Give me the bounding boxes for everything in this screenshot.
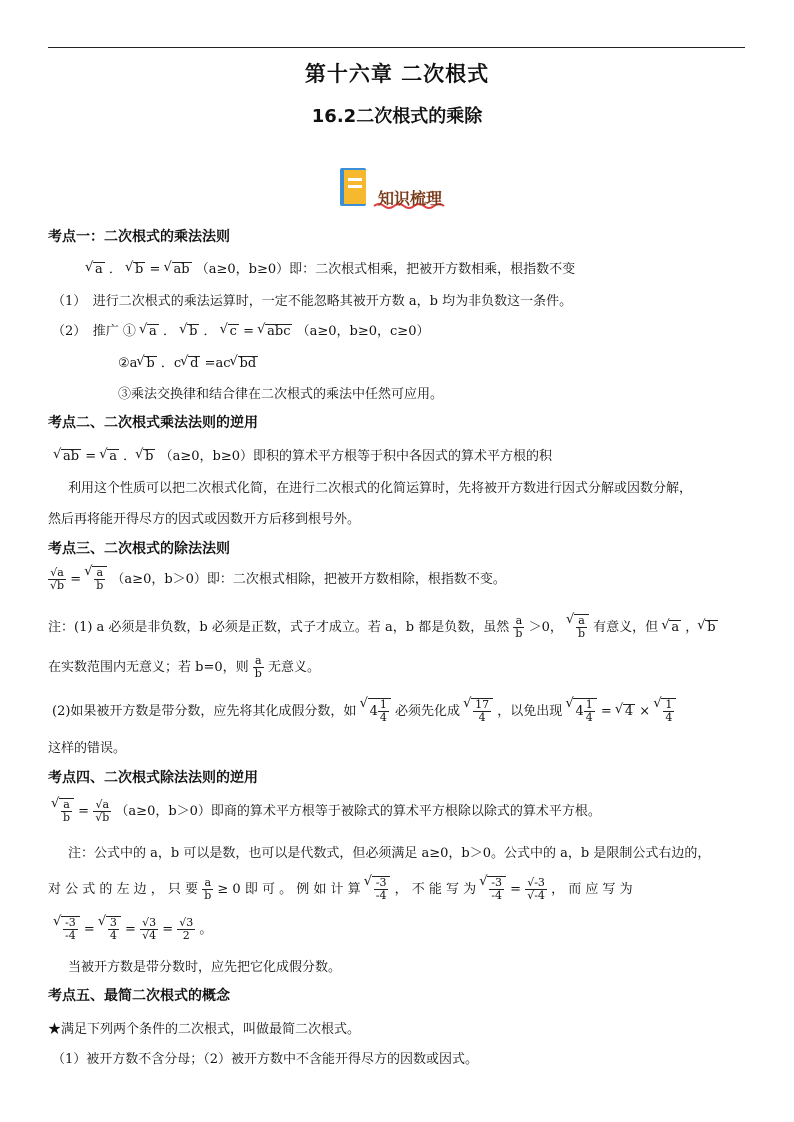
k4-p2b: ≥ 0 即 可 。 例 如 计 算 xyxy=(217,882,361,897)
rad-frac-ab2: √ $\frac{a}{b}$ xyxy=(574,614,589,640)
k3-note1: 注：(1) a 必须是非负数，b 必须是正数，式子才成立。若 a，b 都是负数，虽然 $\frac{a}{b}$ ＞0， √ $\frac{a}{b}$ 有意义，但 √ a ，√ b xyxy=(48,614,718,640)
k1-note2b: ②a√ b ．c√ d =ac√ bd xyxy=(118,352,258,371)
k1-note1: （1） 进行二次根式的乘法运算时，一定不能忽略其被开方数 a，b 均为非负数这一条件。 xyxy=(52,294,573,309)
rad-abc: √ abc xyxy=(265,324,292,339)
frac-s3-2: $\frac{√3}{2}$ xyxy=(179,916,194,942)
rad-a: √ a xyxy=(93,262,105,277)
rad-a2: √ a xyxy=(147,324,159,339)
rad-b5: √ b xyxy=(705,620,717,635)
k1-rule-text: （a≥0，b≥0）即：二次根式相乘，把被开方数相乘，根指数不变 xyxy=(195,262,576,277)
frac-sm3-sm4: $\frac{√-3}{√-4}$ xyxy=(527,876,545,902)
badge-label: 知识梳理 xyxy=(378,189,443,208)
header-rule xyxy=(48,47,745,48)
k4-p2c: ， 不 能 写 为 xyxy=(394,882,477,897)
k3-n3a: (2)如果被开方数是带分数，应先将其化成假分数，如 xyxy=(52,704,357,719)
k1-rule: √ a ． √ b = √ ab （a≥0，b≥0）即：二次根式相乘，把被开方数相乘，根指数不变 xyxy=(70,258,575,277)
k3-note2 xyxy=(48,655,320,680)
k2-p1: 利用这个性质可以把二次根式化简，在进行二次根式的化简运算时，先将被开方数进行因式分解或因数分解， xyxy=(68,481,693,496)
rad-a5: √ a xyxy=(669,620,681,635)
rad-frac-ab: √ $\frac{a}{b}$ xyxy=(92,566,107,592)
rad-bd: √ bd xyxy=(238,356,259,371)
rad-b: √ b xyxy=(133,262,145,277)
rad-1-4: √ $\frac{1}{4}$ xyxy=(661,698,676,724)
k1-note2c: ③乘法交换律和结合律在二次根式的乘法中任然可应用。 xyxy=(118,387,444,402)
k3-n3c: ，以免出现 xyxy=(497,704,563,719)
frac-sa-sb: $\frac{√a}{√b}$ xyxy=(50,566,65,592)
k3-n1a: 注：(1) a 必须是非负数，b 必须是正数，式子才成立。若 a，b 都是负数，虽然 xyxy=(48,620,510,635)
k4-p3-end: 。 xyxy=(199,922,213,937)
k2-rule: √ ab = √ a ．√ b （a≥0，b≥0）即积的算术平方根等于积中各因式的算术平方根的积 xyxy=(54,445,552,464)
k3-n2: 在实数范围内无意义；若 b=0，则 xyxy=(48,660,249,675)
k4-p3: √ $\frac{-3}{-4}$ = √ $\frac{3}{4}$ = $\frac{√3}{√4}$ = $\frac{√3}{2}$ 。 xyxy=(54,916,212,942)
k3-note3: (2)如果被开方数是带分数，应先将其化成假分数，如 √ 4 $\frac{1}{4}$ 必须先化成 √ $\frac{17}{4}$ ，以免出现 √ 4 $\frac{1}{4}$ = √ 4 × √ $\frac{1}{4}$ xyxy=(52,698,676,724)
k4-rule: √ $\frac{a}{b}$ = $\frac{√a}{√b}$ （a≥0，b＞0）即商的算术平方根等于被除式的算术平方根除以除式的算术平方根。 xyxy=(52,798,601,824)
rad-frac-ab3: √ $\frac{a}{b}$ xyxy=(59,798,74,824)
k2-title: 考点二、二次根式乘法法则的逆用 xyxy=(48,415,258,431)
k4-p4: 当被开方数是带分数时，应先把它化成假分数。 xyxy=(68,960,342,975)
k4-p2: 对 公 式 的 左 边 ， 只 要 $\frac{a}{b}$ ≥ 0 即 可 。 例 如 计 算 √ $\frac{-3}{-4}$ ， 不 能 写 为 √ $\frac{-3}{-4}$ = $\frac{√-3}{√-4}$ ， 而 应 写 为 xyxy=(48,876,633,902)
frac-s3-s4: $\frac{√3}{√4}$ xyxy=(142,916,157,942)
k4-title: 考点四、二次根式除法法则的逆用 xyxy=(48,770,258,786)
k3-n2b: 无意义。 xyxy=(267,660,320,675)
k1-title: 考点一：二次根式的乘法法则 xyxy=(48,229,230,245)
rad-a4: √ a xyxy=(107,449,119,464)
k3-n3b: 必须先化成 xyxy=(394,704,460,719)
k3-rule-text: （a≥0，b＞0）即：二次根式相除，把被开方数相除，根指数不变。 xyxy=(111,572,506,587)
chapter-title: 第十六章 二次根式 xyxy=(304,62,490,86)
rad-b4: √ b xyxy=(143,449,155,464)
k1-note2: （2） 推广 ① √ a ． √ b ． √ c = √ abc （a≥0，b≥0，c≥0） xyxy=(52,320,429,339)
k4-rule-text: （a≥0，b＞0）即商的算术平方根等于被除式的算术平方根除以除式的算术平方根。 xyxy=(115,804,601,819)
k3-title: 考点三、二次根式的除法法则 xyxy=(48,541,230,557)
k2-p2: 然后再将能开得尽方的因式或因数开方后移到根号外。 xyxy=(48,512,361,527)
rad-m3-m4b: √ $\frac{-3}{-4}$ xyxy=(487,876,506,902)
rad-4: √ 4 xyxy=(623,704,635,719)
frac-ab: $\frac{a}{b}$ xyxy=(515,614,523,640)
k5-title: 考点五、最简二次根式的概念 xyxy=(48,988,230,1004)
k3-rule: $\frac{√a}{√b}$ = √ $\frac{a}{b}$ （a≥0，b＞0）即：二次根式相除，把被开方数相除，根指数不变。 xyxy=(48,566,506,592)
rad-d: √ d xyxy=(188,356,200,371)
rad-m3-m4: √ $\frac{-3}{-4}$ xyxy=(372,876,391,902)
rad-m3-m4c: √ $\frac{-3}{-4}$ xyxy=(61,916,80,942)
rad-3-4: √ $\frac{3}{4}$ xyxy=(106,916,121,942)
k4-p2d: ， 而 应 写 为 xyxy=(551,882,633,897)
section-title: 16.2二次根式的乘除 xyxy=(311,106,483,127)
k4-p1: 注：公式中的 a，b 可以是数，也可以是代数式，但必须满足 a≥0，b＞0。公式中的 a，b 是限制公式右边的， xyxy=(68,846,711,861)
knowledge-badge xyxy=(338,166,456,212)
rad-b2: √ b xyxy=(187,324,199,339)
k5-star: ★满足下列两个条件的二次根式，叫做最简二次根式。 xyxy=(48,1022,361,1037)
rad-17-4: √ $\frac{17}{4}$ xyxy=(471,698,493,724)
rad-4-1-4: √ 4 $\frac{1}{4}$ xyxy=(368,698,391,724)
rad-4-1-4b: √ 4 $\frac{1}{4}$ xyxy=(573,698,596,724)
rad-c: √ c xyxy=(228,324,239,339)
frac-ab3: $\frac{a}{b}$ xyxy=(204,876,212,902)
k3-n1b: ＞0， xyxy=(528,620,563,635)
k3-n1c: 有意义，但 xyxy=(593,620,659,635)
k5-cond: （1）被开方数不含分母；（2）被开方数中不含能开得尽方的因数或因式。 xyxy=(52,1052,479,1067)
k3-note4: 这样的错误。 xyxy=(48,741,127,756)
frac-sa-sb2: $\frac{√a}{√b}$ xyxy=(95,798,110,824)
frac-ab2: $\frac{a}{b}$ xyxy=(254,654,262,680)
rad-b3: √ b xyxy=(144,356,156,371)
rad-ab2: √ ab xyxy=(61,449,81,464)
rad-ab: √ ab xyxy=(172,262,192,277)
k4-p2a: 对 公 式 的 左 边 ， 只 要 xyxy=(48,882,199,897)
